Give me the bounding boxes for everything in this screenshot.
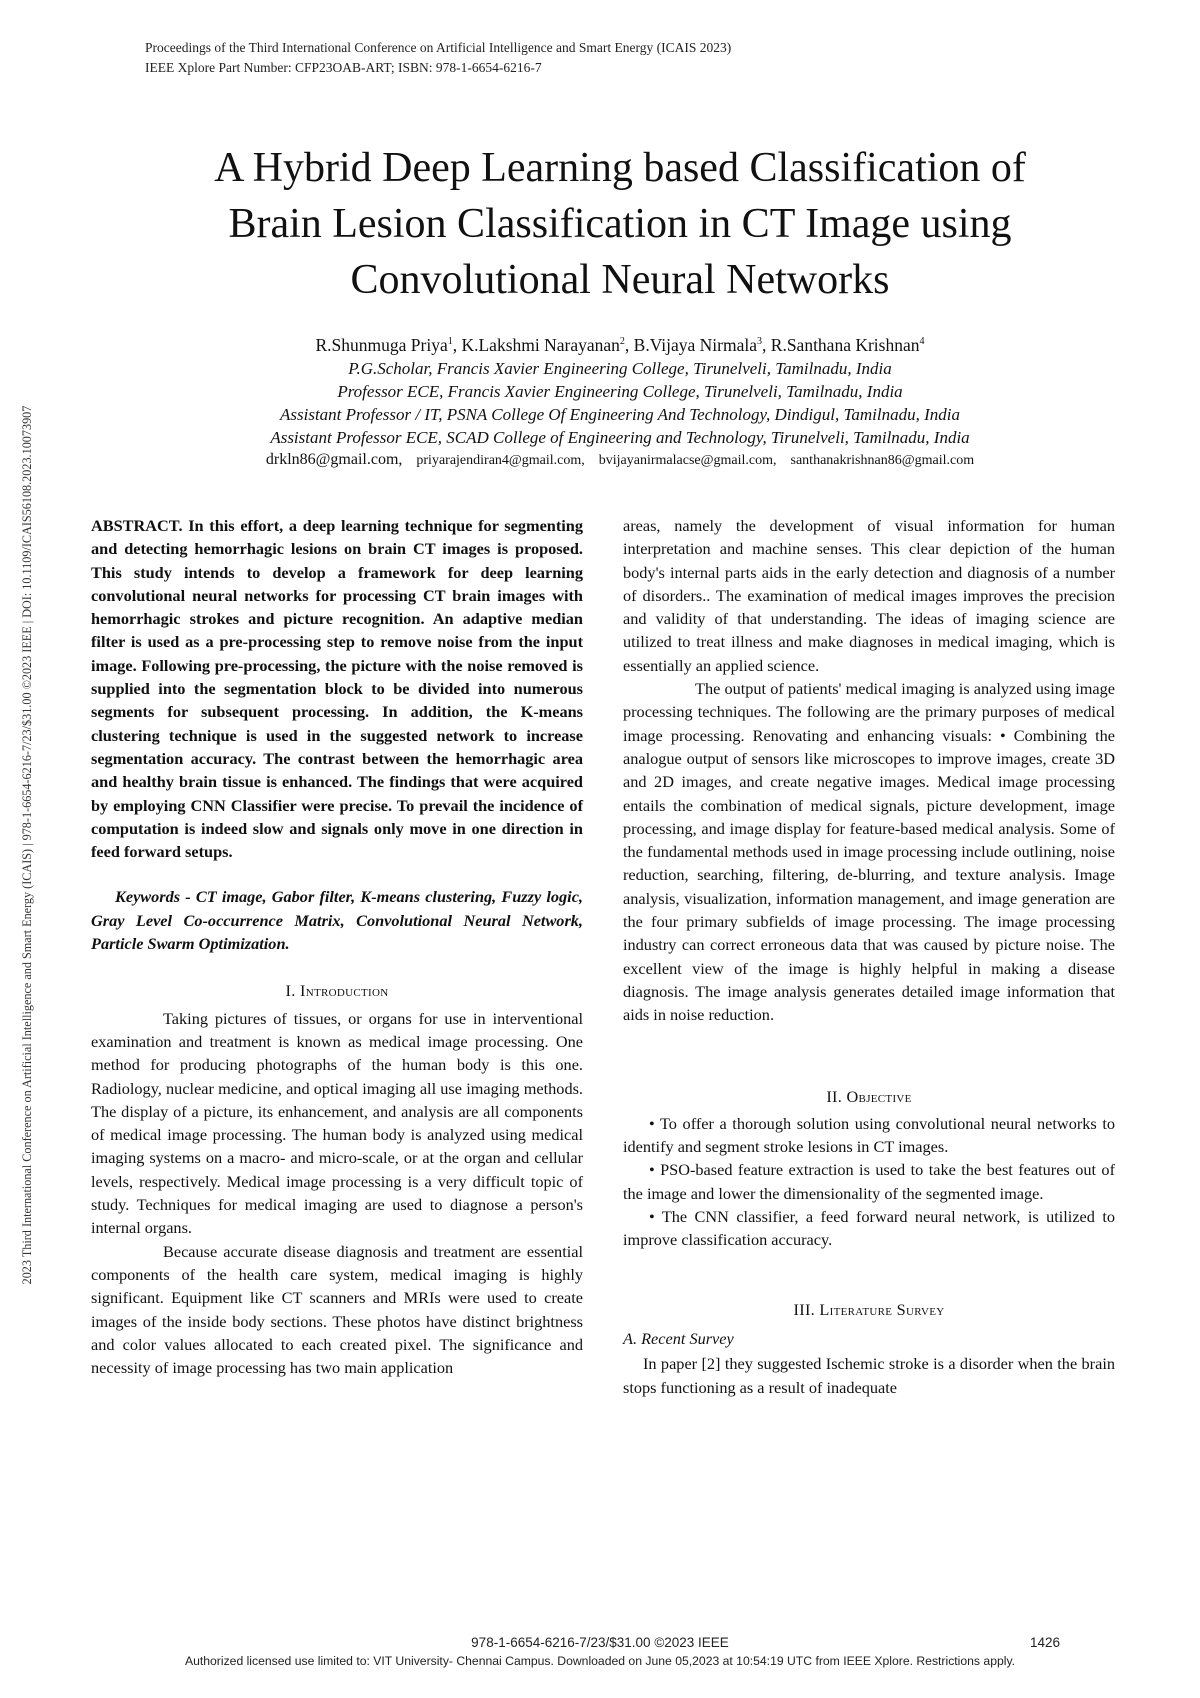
affiliation-4: Assistant Professor ECE, SCAD College of Engineering and Technology, Tirunelveli, Tamilnadu, India xyxy=(270,427,970,447)
author-3: B.Vijaya Nirmala xyxy=(633,334,758,355)
author-2: K.Lakshmi Narayanan xyxy=(461,334,620,355)
title-line-3: Convolutional Neural Networks xyxy=(350,257,890,303)
header-line-2: IEEE Xplore Part Number: CFP23OAB-ART; ISBN: 978-1-6654-6216-7 xyxy=(145,60,542,75)
author-4: R.Santhana Krishnan xyxy=(770,334,920,355)
literature-paragraph-1: In paper [2] they suggested Ischemic stroke is a disorder when the brain stops functioning as a result of inadequate xyxy=(623,1354,1115,1397)
section-heading-introduction: I. Introduction xyxy=(285,981,389,1001)
subsection-heading-recent-survey: A. Recent Survey xyxy=(623,1328,734,1348)
section-heading-objective: II. Objective xyxy=(826,1086,912,1106)
paper-title xyxy=(120,140,1120,308)
email-3[interactable]: bvijayanirmalacse@gmail.com, xyxy=(598,453,777,468)
objective-bullet-2: • PSO-based feature extraction is used to take the best features out of the image and lower the dimensionality of the segmented image. xyxy=(623,1160,1115,1203)
footer-license: Authorized licensed use limited to: VIT University- Chennai Campus. Downloaded on June 05,2023 at 10:54:19 UTC from IEEE Xplore. Restrictions apply. xyxy=(184,1654,1016,1668)
title-line-2: Brain Lesion Classification in CT Image using xyxy=(228,201,1012,247)
intro-paragraph-4: The output of patients' medical imaging is analyzed using image processing techniques. The following are the primary purposes of medical image processing. Renovating and enhancing visuals: • Combining the analogue output of sensors like microscopes to improve images, create 3D and 2D images, and create negative images. Medical image processing entails the combination of medical signals, picture development, image processing, and image display for feature-based medical analysis. Some of the fundamental methods used in image processing include outlining, noise reduction, searching, filtering, de-blurring, and texture analysis. Image analysis, visualization, information management, and image generation are the four primary subfields of image processing. The image processing industry can correct erroneous data that was caused by picture noise. The excellent view of the image is highly helpful in making a disease diagnosis. The image analysis generates detailed image information that aids in noise reduction. xyxy=(623,679,1115,1025)
intro-paragraph-3: areas, namely the development of visual information for human interpretation and machine senses. This clear depiction of the human body's internal parts aids in the early detection and diagnosis of a number of disorders.. The examination of medical images improves the precision and validity of that understanding. The ideas of imaging science are utilized to treat illness and make diagnoses in medical imaging, which is essentially an applied science. xyxy=(623,516,1115,675)
right-column xyxy=(623,514,1115,1399)
email-1[interactable]: drkln86@gmail.com, xyxy=(265,451,403,468)
title-line-1: A Hybrid Deep Learning based Classification of xyxy=(214,145,1026,191)
author-1: R.Shunmuga Priya xyxy=(315,334,448,355)
affiliation-3: Assistant Professor / IT, PSNA College Of Engineering And Technology, Dindigul, Tamilnadu, India xyxy=(279,404,961,424)
header-line-1: Proceedings of the Third International Conference on Artificial Intelligence and Smart Energy (ICAIS 2023) xyxy=(145,40,732,55)
doi-sidebar xyxy=(20,270,40,1420)
email-2[interactable]: priyarajendiran4@gmail.com, xyxy=(416,453,585,468)
objective-bullet-1: • To offer a thorough solution using convolutional neural networks to identify and segment stroke lesions in CT images. xyxy=(623,1113,1115,1157)
author-block xyxy=(120,330,1120,449)
intro-paragraph-1: Taking pictures of tissues, or organs for use in interventional examination and treatment is known as medical image processing. One method for producing photographs of the human body is this one. Radiology, nuclear medicine, and optical imaging all use imaging methods. The display of a picture, its enhancement, and analysis are all components of medical image processing. The human body is analyzed using medical imaging systems on a macro- and micro-scale, or at the organ and cellular levels, respectively. Medical image processing is a very difficult topic of study. Techniques for medical imaging are used to diagnose a person's internal organs. xyxy=(91,1008,583,1238)
doi-sidebar-text: 2023 Third International Conference on Artificial Intelligence and Smart Energy (ICAIS) | 978-1-6654-6216-7/23/$31.00 ©2023 IEEE | DOI: 10.1109/ICAIS56108.2023.10073907 xyxy=(20,405,34,1285)
author-names: R.Shunmuga Priya$^1$, K.Lakshmi Narayanan$^2$, B.Vijaya Nirmala$^3$, R.Santhana Krishnan$^4$ xyxy=(315,334,925,355)
objective-bullet-3: • The CNN classifier, a feed forward neural network, is utilized to improve classification accuracy. xyxy=(623,1207,1115,1250)
email-4[interactable]: santhanakrishnan86@gmail.com xyxy=(790,453,975,468)
intro-paragraph-2: Because accurate disease diagnosis and treatment are essential components of the health care system, medical imaging is highly significant. Equipment like CT scanners and MRIs were used to create images of the inside body sections. These photos have distinct brightness and color values allocated to each created pixel. The significance and necessity of image processing has two main application xyxy=(91,1241,583,1378)
keywords: Keywords - CT image, Gabor filter, K-means clustering, Fuzzy logic, Gray Level Co-occurrence Matrix, Convolutional Neural Network, Particle Swarm Optimization. xyxy=(91,887,583,954)
affiliation-1: P.G.Scholar, Francis Xavier Engineering College, Tirunelveli, Tamilnadu, India xyxy=(348,358,892,378)
author-emails xyxy=(120,449,1120,472)
page-number: 1426 xyxy=(1030,1635,1061,1650)
running-header xyxy=(145,38,731,78)
abstract: ABSTRACT. In this effort, a deep learning technique for segmenting and detecting hemorrhagic lesions on brain CT images is proposed. This study intends to develop a framework for deep learning convolutional neural networks for processing CT brain images with hemorrhagic strokes and picture recognition. An adaptive median filter is used as a pre-processing step to remove noise from the input image. Following pre-processing, the picture with the noise removed is supplied into the segmentation block to be divided into numerous segments for subsequent processing. In addition, the K-means clustering technique is used in the suggested network to increase segmentation accuracy. The contrast between the hemorrhagic area and healthy brain tissue is enhanced. The findings that were acquired by employing CNN Classifier were precise. To prevail the incidence of computation is indeed slow and signals only move in one direction in feed forward setups. xyxy=(91,516,583,862)
section-heading-literature-survey: III. Literature Survey xyxy=(793,1299,945,1319)
footer-copyright: 978-1-6654-6216-7/23/$31.00 ©2023 IEEE xyxy=(471,1635,729,1650)
left-column xyxy=(91,514,583,1379)
affiliation-2: Professor ECE, Francis Xavier Engineering College, Tirunelveli, Tamilnadu, India xyxy=(337,381,903,401)
